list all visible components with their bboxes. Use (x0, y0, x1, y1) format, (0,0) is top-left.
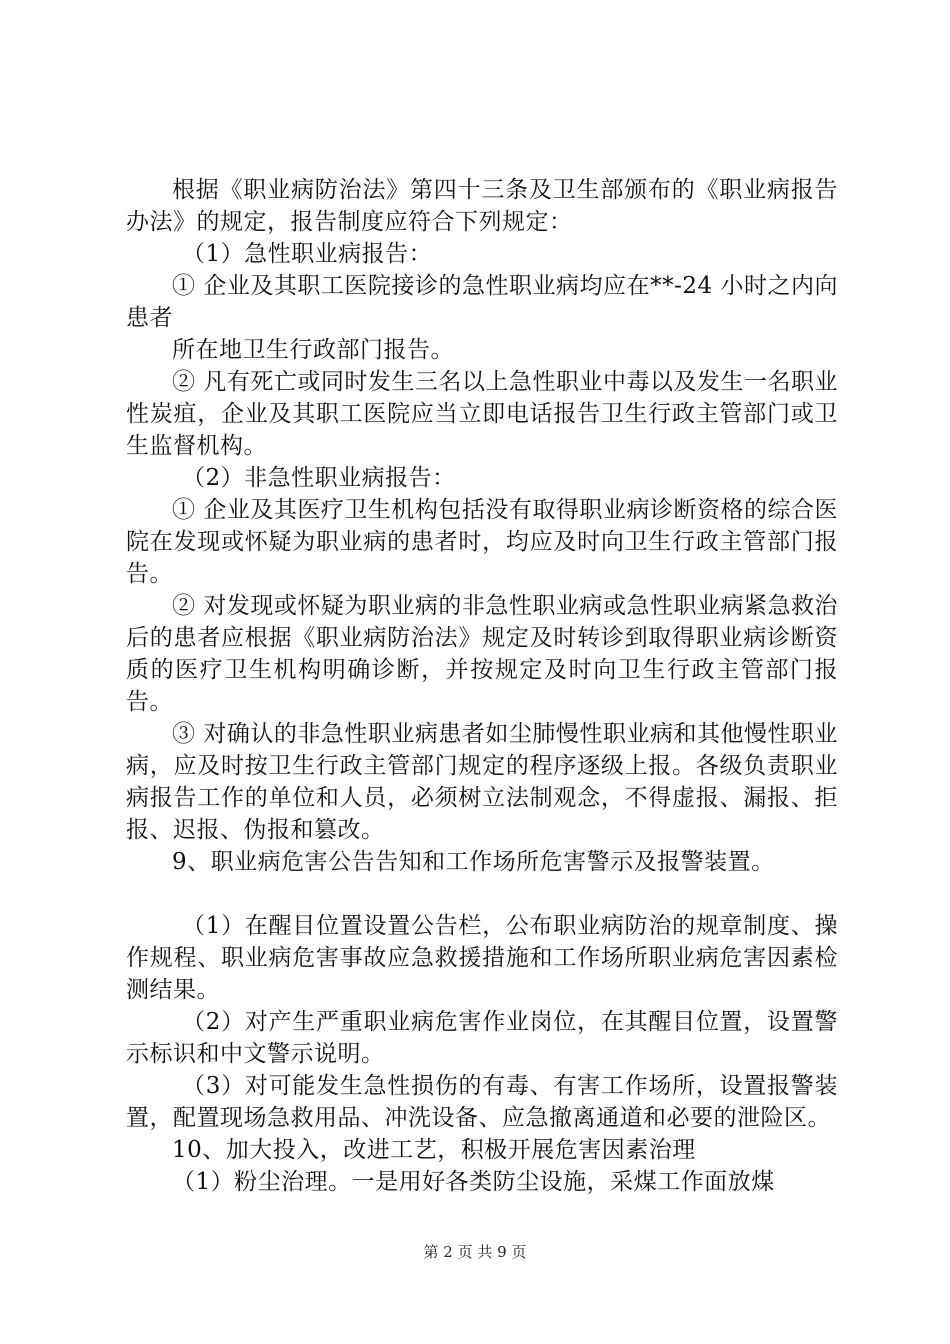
paragraph-intro: 根据《职业病防治法》第四十三条及卫生部颁布的《职业病报告办法》的规定，报告制度应符合下列规定： (126, 177, 838, 235)
heading-nonacute-report: （2）非急性职业病报告： (182, 465, 456, 491)
blank-line (126, 878, 838, 910)
paragraph-acute-2: ② 凡有死亡或同时发生三名以上急性职业中毒以及发生一名职业性炭疽，企业及其职工医院应当立即电话报告卫生行政主管部门或卫生监督机构。 (126, 369, 838, 459)
paragraph-notice-3: （3）对可能发生急性损伤的有毒、有害工作场所，设置报警装置，配置现场急救用品、冲洗设备、应急撤离通道和必要的泄险区。 (126, 1073, 838, 1131)
document-body (126, 174, 838, 1198)
paragraph-nonacute-2: ② 对发现或怀疑为职业病的非急性职业病或急性职业病紧急救治后的患者应根据《职业病防治法》规定及时转诊到取得职业病诊断资质的医疗卫生机构明确诊断，并按规定及时向卫生行政主管部门报告。 (126, 593, 838, 715)
heading-acute-report: （1）急性职业病报告： (182, 241, 433, 267)
paragraph-acute-1: ① 企业及其职工医院接诊的急性职业病均应在**-24 小时之内向患者 (126, 273, 838, 331)
paragraph-dust-control: （1）粉尘治理。一是用好各类防尘设施，采煤工作面放煤 (172, 1169, 775, 1195)
paragraph-notice-1: （1）在醒目位置设置公告栏，公布职业病防治的规章制度、操作规程、职业病危害事故应急救援措施和工作场所职业病危害因素检测结果。 (126, 913, 838, 1003)
page-footer: 第 2 页 共 9 页 (423, 1243, 527, 1261)
paragraph-nonacute-1: ① 企业及其医疗卫生机构包括没有取得职业病诊断资格的综合医院在发现或怀疑为职业病的患者时，均应及时向卫生行政主管部门报告。 (126, 497, 838, 587)
section-heading-9: 9、职业病危害公告告知和工作场所危害警示及报警装置。 (172, 849, 775, 875)
paragraph-notice-2: （2）对产生严重职业病危害作业岗位，在其醒目位置，设置警示标识和中文警示说明。 (126, 1009, 838, 1067)
paragraph-nonacute-3: ③ 对确认的非急性职业病患者如尘肺慢性职业病和其他慢性职业病，应及时按卫生行政主管部门规定的程序逐级上报。各级负责职业病报告工作的单位和人员，必须树立法制观念，不得虚报、漏报、拒报、迟报、伪报和篡改。 (126, 721, 838, 843)
paragraph-acute-1-cont: 所在地卫生行政部门报告。 (172, 337, 454, 363)
section-heading-10: 10、加大投入，改进工艺，积极开展危害因素治理 (172, 1137, 696, 1163)
